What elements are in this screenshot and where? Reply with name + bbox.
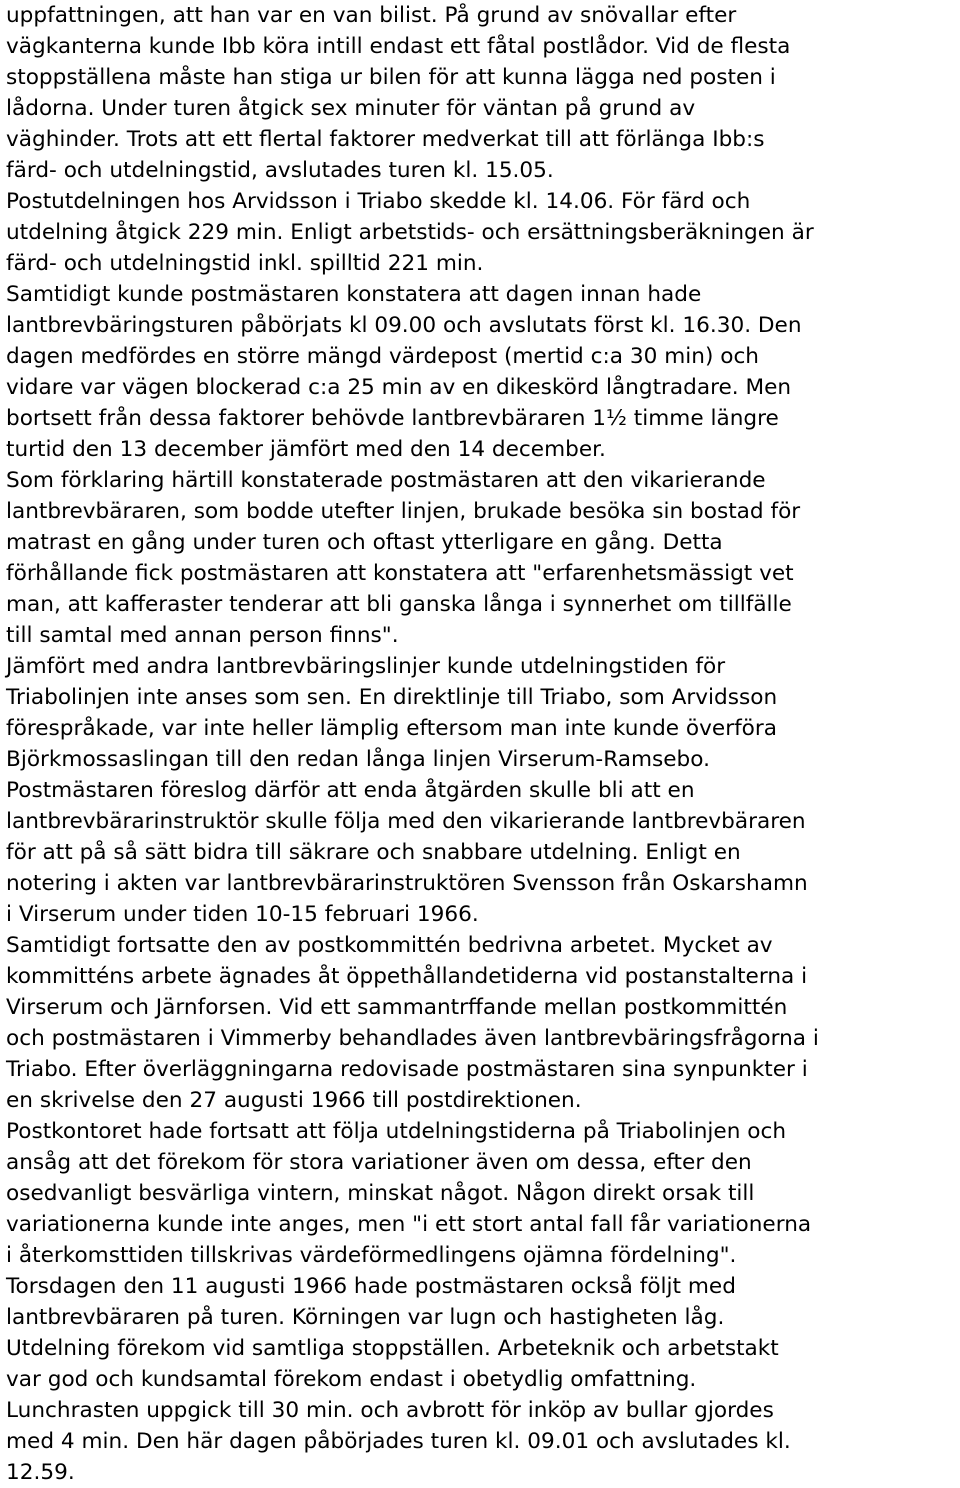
text-line: var god och kundsamtal förekom endast i obetydlig omfattning. — [6, 1367, 697, 1392]
text-line: förespråkade, var inte heller lämplig eftersom man inte kunde överföra — [6, 716, 778, 741]
text-line: i Virserum under tiden 10-15 februari 1966. — [6, 902, 479, 927]
text-line: uppfattningen, att han var en van bilist. På grund av snövallar efter — [6, 3, 737, 28]
text-line: dagen medfördes en större mängd värdepost (mertid c:a 30 min) och — [6, 344, 759, 369]
text-line: notering i akten var lantbrevbärarinstruktören Svensson från Oskarshamn — [6, 871, 808, 896]
text-line: väghinder. Trots att ett flertal faktorer medverkat till att förlänga Ibb:s — [6, 127, 765, 152]
text-line: Postmästaren föreslog därför att enda åtgärden skulle bli att en — [6, 778, 695, 803]
text-line: Samtidigt fortsatte den av postkommittén bedrivna arbetet. Mycket av — [6, 933, 773, 958]
text-line: färd- och utdelningstid inkl. spilltid 221 min. — [6, 251, 484, 276]
text-line: vidare var vägen blockerad c:a 25 min av en dikeskörd långtradare. Men — [6, 375, 792, 400]
text-line: stoppställena måste han stiga ur bilen för att kunna lägga ned posten i — [6, 65, 776, 90]
text-line: och postmästaren i Vimmerby behandlades även lantbrevbäringsfrågorna i — [6, 1026, 819, 1051]
text-line: med 4 min. Den här dagen påbörjades turen kl. 09.01 och avslutades kl. — [6, 1429, 791, 1454]
text-line: osedvanligt besvärliga vintern, minskat något. Någon direkt orsak till — [6, 1181, 755, 1206]
text-line: Utdelning förekom vid samtliga stoppställen. Arbeteknik och arbetstakt — [6, 1336, 779, 1361]
text-line: utdelning åtgick 229 min. Enligt arbetstids- och ersättningsberäkningen är — [6, 220, 814, 245]
text-line: Björkmossaslingan till den redan långa linjen Virserum-Ramsebo. — [6, 747, 710, 772]
text-line: färd- och utdelningstid, avslutades turen kl. 15.05. — [6, 158, 554, 183]
text-line: ansåg att det förekom för stora variationer även om dessa, efter den — [6, 1150, 752, 1175]
text-line: bortsett från dessa faktorer behövde lantbrevbäraren 1½ timme längre — [6, 406, 779, 431]
text-line: lådorna. Under turen åtgick sex minuter för väntan på grund av — [6, 96, 696, 121]
text-line: i återkomsttiden tillskrivas värdeförmedlingens ojämna fördelning". — [6, 1243, 737, 1268]
text-line: Lunchrasten uppgick till 30 min. och avbrott för inköp av bullar gjordes — [6, 1398, 774, 1423]
text-line: matrast en gång under turen och oftast ytterligare en gång. Detta — [6, 530, 723, 555]
text-line: Torsdagen den 11 augusti 1966 hade postmästaren också följt med — [6, 1274, 736, 1299]
text-line: vägkanterna kunde Ibb köra intill endast ett fåtal postlådor. Vid de flesta — [6, 34, 791, 59]
text-line: Triabolinjen inte anses som sen. En direktlinje till Triabo, som Arvidsson — [6, 685, 778, 710]
text-line: variationerna kunde inte anges, men "i ett stort antal fall får variationerna — [6, 1212, 812, 1237]
body-text — [6, 0, 954, 1488]
text-line: 12.59. — [6, 1460, 75, 1485]
text-line: Triabo. Efter överläggningarna redovisade postmästaren sina synpunkter i — [6, 1057, 808, 1082]
text-line: Samtidigt kunde postmästaren konstatera att dagen innan hade — [6, 282, 702, 307]
text-line: lantbrevbäraren, som bodde utefter linjen, brukade besöka sin bostad för — [6, 499, 801, 524]
text-line: lantbrevbärarinstruktör skulle följa med den vikarierande lantbrevbäraren — [6, 809, 806, 834]
text-line: Postutdelningen hos Arvidsson i Triabo skedde kl. 14.06. För färd och — [6, 189, 751, 214]
text-line: Som förklaring härtill konstaterade postmästaren att den vikarierande — [6, 468, 766, 493]
text-line: Jämfört med andra lantbrevbäringslinjer kunde utdelningstiden för — [6, 654, 726, 679]
text-line: för att på så sätt bidra till säkrare och snabbare utdelning. Enligt en — [6, 840, 741, 865]
text-line: en skrivelse den 27 augusti 1966 till postdirektionen. — [6, 1088, 582, 1113]
text-line: Postkontoret hade fortsatt att följa utdelningstiderna på Triabolinjen och — [6, 1119, 787, 1144]
text-line: kommitténs arbete ägnades åt öppethållandetiderna vid postanstalterna i — [6, 964, 808, 989]
text-line: till samtal med annan person finns". — [6, 623, 399, 648]
text-line: turtid den 13 december jämfört med den 14 december. — [6, 437, 606, 462]
text-line: förhållande fick postmästaren att konstatera att "erfarenhetsmässigt vet — [6, 561, 794, 586]
text-line: lantbrevbäringsturen påbörjats kl 09.00 och avslutats först kl. 16.30. Den — [6, 313, 802, 338]
text-line: Virserum och Järnforsen. Vid ett sammantrffande mellan postkommittén — [6, 995, 788, 1020]
text-line: lantbrevbäraren på turen. Körningen var lugn och hastigheten låg. — [6, 1305, 725, 1330]
text-line: man, att kafferaster tenderar att bli ganska långa i synnerhet om tillfälle — [6, 592, 792, 617]
